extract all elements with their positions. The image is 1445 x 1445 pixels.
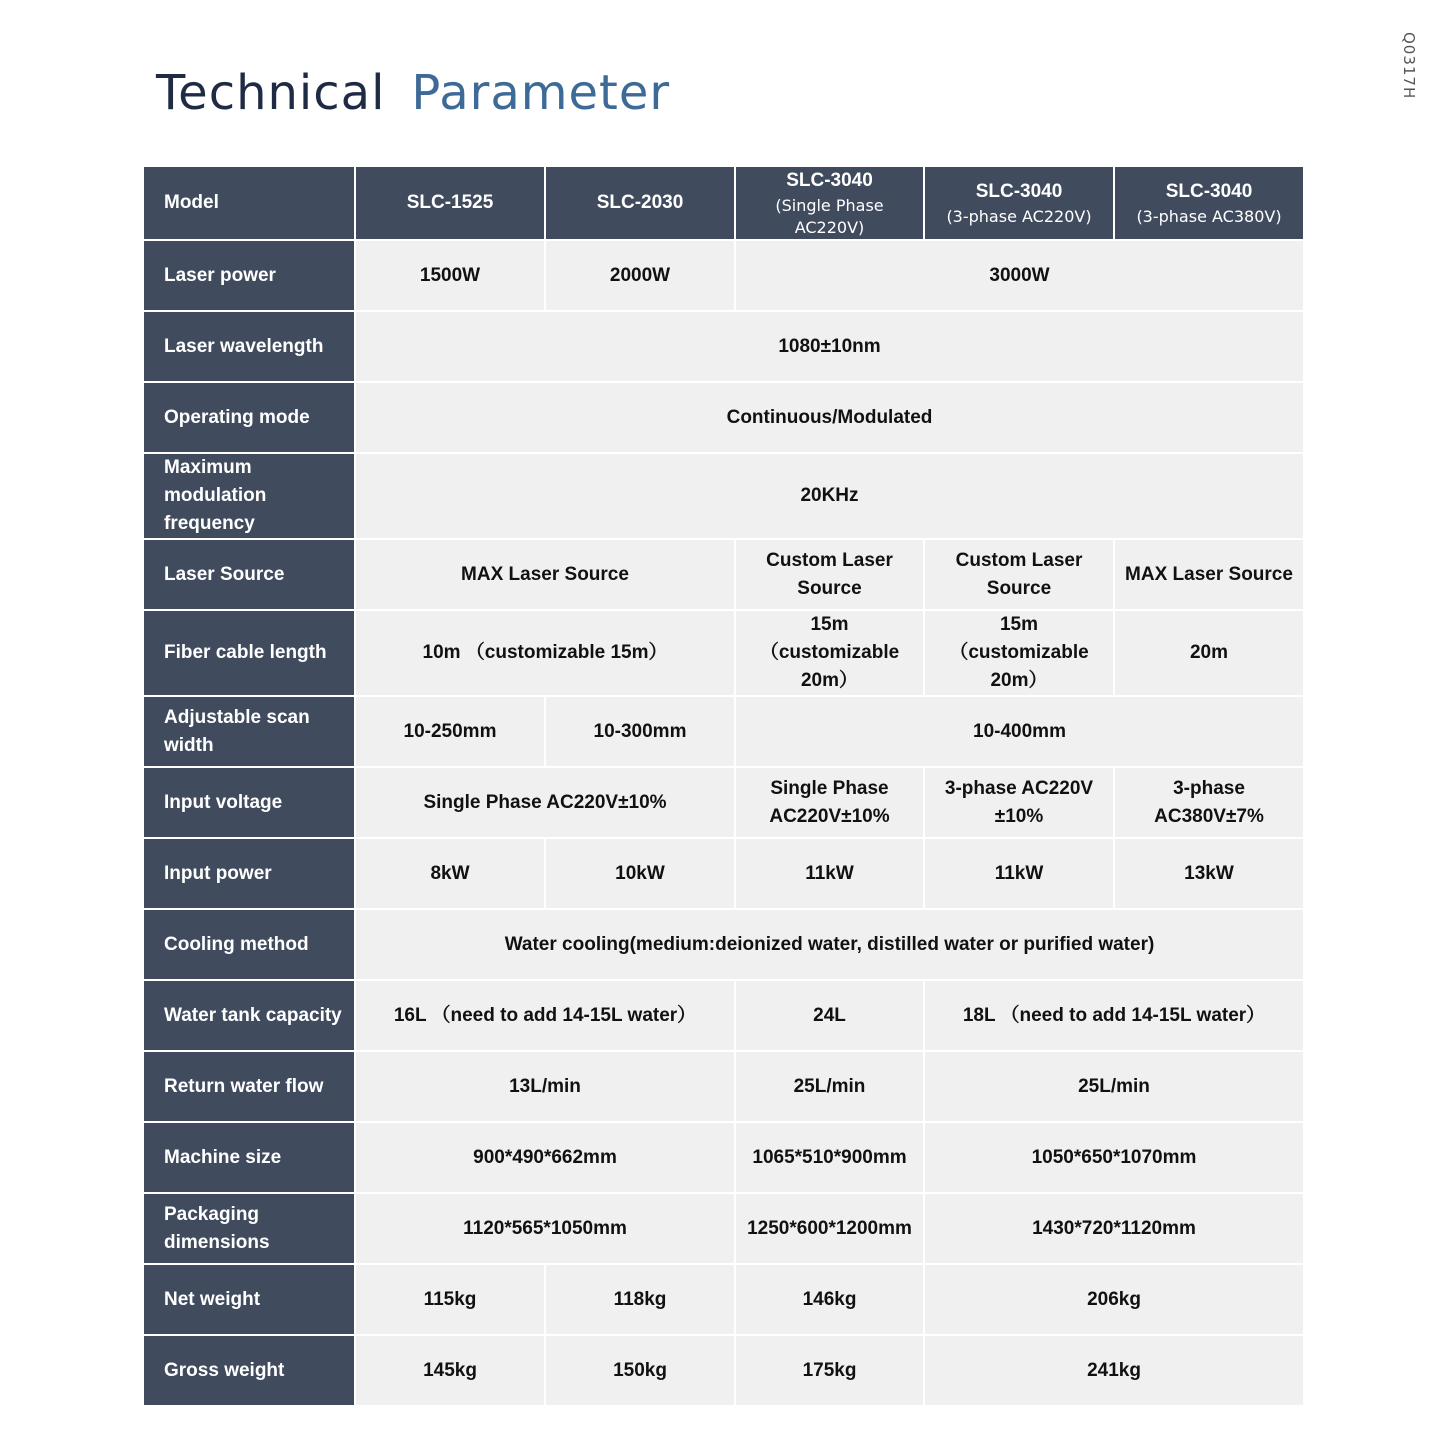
value-cell: 241kg: [924, 1335, 1304, 1406]
model-name: SLC-2030: [596, 192, 684, 213]
value-cell: 3-phase AC380V±7%: [1114, 767, 1304, 838]
table-row: [143, 1335, 1304, 1406]
value-cell: 13L/min: [355, 1051, 735, 1122]
table-row: [143, 1264, 1304, 1335]
value-cell: 145kg: [355, 1335, 545, 1406]
table-row: [143, 696, 1304, 767]
value-cell: 24L: [735, 980, 924, 1051]
value-cell: [924, 610, 1114, 696]
value-cell: 8kW: [355, 838, 545, 909]
model-subtitle: (Single Phase AC220V): [775, 196, 884, 237]
value-line: 15m: [999, 614, 1039, 635]
value-cell: 2000W: [545, 240, 735, 311]
value-cell: 10m （customizable 15m）: [355, 610, 735, 696]
row-label: Laser wavelength: [143, 311, 355, 382]
value-cell: 11kW: [735, 838, 924, 909]
value-cell: 13kW: [1114, 838, 1304, 909]
value-cell: 18L （need to add 14-15L water）: [924, 980, 1304, 1051]
row-label: Adjustable scan width: [143, 696, 355, 767]
value-cell: 10-300mm: [545, 696, 735, 767]
table-row: [143, 453, 1304, 539]
value-cell: Single Phase AC220V±10%: [355, 767, 735, 838]
header-model-cell: [545, 166, 735, 240]
value-cell: 115kg: [355, 1264, 545, 1335]
value-cell: Water cooling(medium:deionized water, distilled water or purified water): [355, 909, 1304, 980]
value-cell: MAX Laser Source: [1114, 539, 1304, 610]
table-row: [143, 767, 1304, 838]
value-cell: 20m: [1114, 610, 1304, 696]
header-model-cell: [355, 166, 545, 240]
value-cell: 10kW: [545, 838, 735, 909]
value-cell: 1500W: [355, 240, 545, 311]
value-line: Single Phase: [770, 777, 889, 799]
title-word-technical: Technical: [156, 65, 386, 121]
model-subtitle: (3-phase AC380V): [1136, 207, 1282, 226]
model-subtitle: (3-phase AC220V): [946, 207, 1092, 226]
table-row: [143, 240, 1304, 311]
table-row: [143, 610, 1304, 696]
value-cell: 16L （need to add 14-15L water）: [355, 980, 735, 1051]
row-label: Laser power: [143, 240, 355, 311]
document-code: Q0317H: [1400, 32, 1418, 100]
model-name: SLC-3040: [975, 181, 1063, 202]
table-body: [143, 240, 1304, 1406]
row-label: Input voltage: [143, 767, 355, 838]
row-label: Maximum modulation frequency: [143, 453, 355, 539]
table-row: [143, 539, 1304, 610]
table-row: [143, 382, 1304, 453]
model-name: SLC-1525: [406, 192, 494, 213]
value-cell: 1050*650*1070mm: [924, 1122, 1304, 1193]
value-cell: 3000W: [735, 240, 1304, 311]
header-model-cell: [1114, 166, 1304, 240]
model-name: SLC-3040: [786, 170, 873, 191]
value-cell: Custom Laser Source: [735, 539, 924, 610]
value-cell: 25L/min: [735, 1051, 924, 1122]
header-row: [143, 166, 1304, 240]
row-label: Operating mode: [143, 382, 355, 453]
row-label: Packaging dimensions: [143, 1193, 355, 1264]
value-line: AC220V±10%: [769, 805, 890, 827]
value-cell: 1430*720*1120mm: [924, 1193, 1304, 1264]
value-cell: 3-phase AC220V ±10%: [924, 767, 1114, 838]
table-row: [143, 1193, 1304, 1264]
value-cell: 25L/min: [924, 1051, 1304, 1122]
value-cell: MAX Laser Source: [355, 539, 735, 610]
value-cell: 10-400mm: [735, 696, 1304, 767]
value-line: （customizable 20m）: [949, 642, 1089, 691]
page-title: [156, 58, 670, 128]
value-cell: 206kg: [924, 1264, 1304, 1335]
value-cell: 175kg: [735, 1335, 924, 1406]
value-cell: 20KHz: [355, 453, 1304, 539]
value-cell: 10-250mm: [355, 696, 545, 767]
row-label: Water tank capacity: [143, 980, 355, 1051]
value-cell: 900*490*662mm: [355, 1122, 735, 1193]
table-row: [143, 909, 1304, 980]
value-cell: 1065*510*900mm: [735, 1122, 924, 1193]
value-cell: [735, 610, 924, 696]
table-row: [143, 311, 1304, 382]
table-row: [143, 838, 1304, 909]
row-label: Return water flow: [143, 1051, 355, 1122]
row-label: Input power: [143, 838, 355, 909]
value-line: 15m: [810, 614, 849, 635]
row-label: Cooling method: [143, 909, 355, 980]
value-cell: 146kg: [735, 1264, 924, 1335]
value-cell: Custom Laser Source: [924, 539, 1114, 610]
title-word-parameter: Parameter: [411, 65, 671, 121]
value-cell: Continuous/Modulated: [355, 382, 1304, 453]
row-label: Fiber cable length: [143, 610, 355, 696]
value-cell: 11kW: [924, 838, 1114, 909]
header-model-cell: [924, 166, 1114, 240]
header-model-label: Model: [143, 166, 355, 240]
value-cell: 150kg: [545, 1335, 735, 1406]
table-row: [143, 1051, 1304, 1122]
row-label: Net weight: [143, 1264, 355, 1335]
value-cell: 1120*565*1050mm: [355, 1193, 735, 1264]
value-cell: 118kg: [545, 1264, 735, 1335]
value-cell: 1080±10nm: [355, 311, 1304, 382]
value-cell: [735, 767, 924, 838]
value-line: （customizable 20m）: [759, 642, 900, 691]
header-model-cell: [735, 166, 924, 240]
parameter-table: [142, 165, 1305, 1407]
model-name: SLC-3040: [1165, 181, 1253, 202]
table-row: [143, 980, 1304, 1051]
table-row: [143, 1122, 1304, 1193]
row-label: Laser Source: [143, 539, 355, 610]
value-cell: 1250*600*1200mm: [735, 1193, 924, 1264]
row-label: Machine size: [143, 1122, 355, 1193]
row-label: Gross weight: [143, 1335, 355, 1406]
